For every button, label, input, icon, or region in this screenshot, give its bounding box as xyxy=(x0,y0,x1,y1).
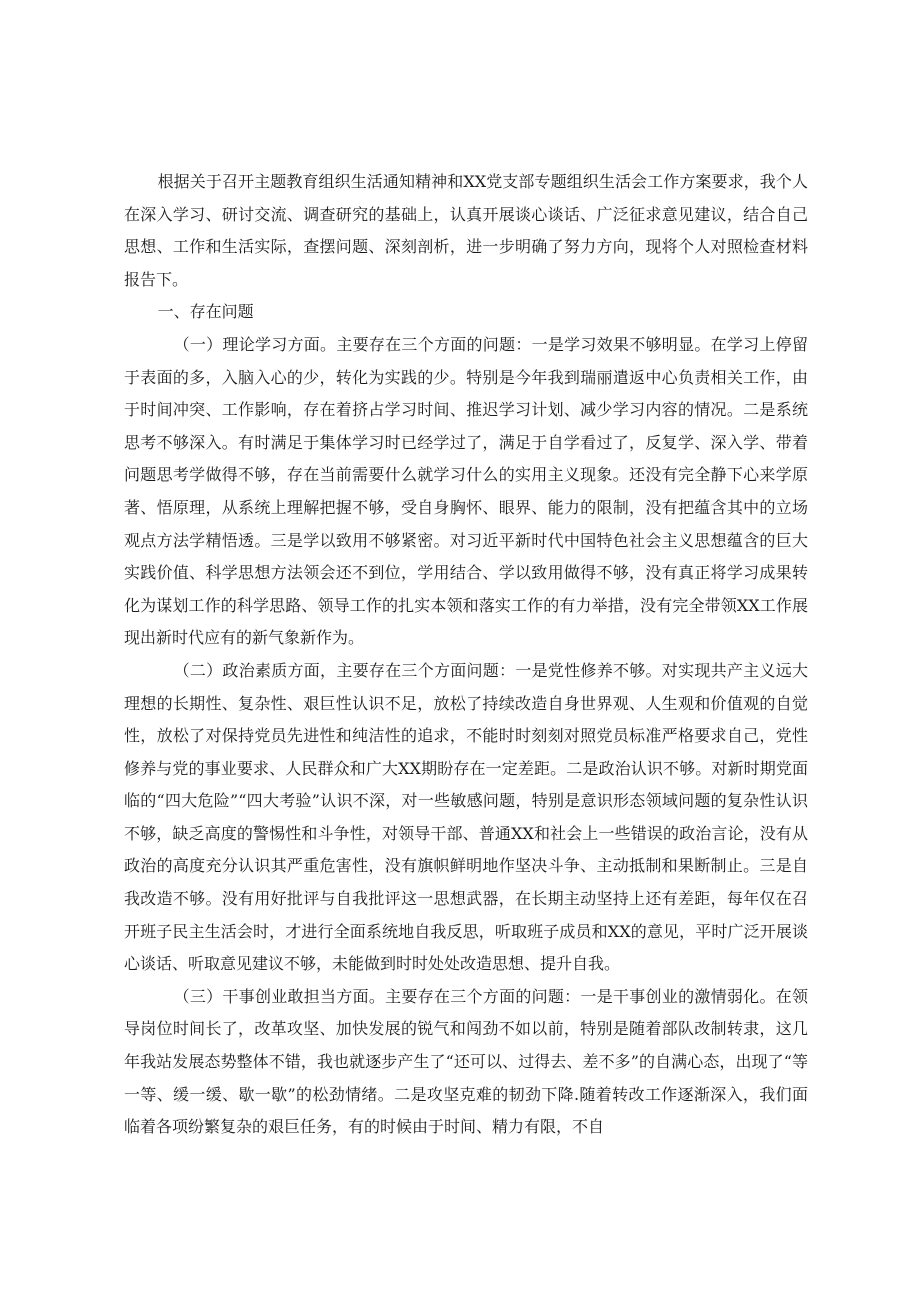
paragraph-theory-study: （一）理论学习方面。主要存在三个方面的问题：一是学习效果不够明显。在学习上停留于表面的多，入脑入心的少，转化为实践的少。特别是今年我到瑞丽遣返中心负责相关工作，由于时间冲突、工作影响，存在着挤占学习时间、推迟学习计划、减少学习内容的情况。二是系统思考不够深入。有时满足于集体学习时已经学过了，满足于自学看过了，反复学、深入学、带着问题思考学做得不够，存在当前需要什么就学习什么的实用主义现象。还没有完全静下心来学原著、悟原理，从系统上理解把握不够，受自身胸怀、眼界、能力的限制，没有把蕴含其中的立场观点方法学精悟透。三是学以致用不够紧密。对习近平新时代中国特色社会主义思想蕴含的巨大实践价值、科学思想方法领会还不到位，学用结合、学以致用做得不够，没有真正将学习成果转化为谋划工作的科学思路、领导工作的扎实本领和落实工作的有力举措，没有完全带领XX工作展现出新时代应有的新气象新作为。 xyxy=(124,334,808,648)
document-body xyxy=(124,166,808,1144)
paragraph-political-quality: （二）政治素质方面，主要存在三个方面问题：一是党性修养不够。对实现共产主义远大理想的长期性、复杂性、艰巨性认识不足，放松了持续改造自身世界观、人生观和价值观的自觉性，放松了对保持党员先进性和纯洁性的追求，不能时时刻刻对照党员标准严格要求自己，党性修养与党的事业要求、人民群众和广大XX期盼存在一定差距。二是政治认识不够。对新时期党面临的“四大危险”“四大考验”认识不深，对一些敏感问题，特别是意识形态领域问题的复杂性认识不够，缺乏高度的警惕性和斗争性，对领导干部、普通XX和社会上一些错误的政治言论，没有从政治的高度充分认识其严重危害性，没有旗帜鲜明地作坚决斗争、主动抵制和果断制止。三是自我改造不够。没有用好批评与自我批评这一思想武器，在长期主动坚持上还有差距，每年仅在召开班子民主生活会时，才进行全面系统地自我反思，听取班子成员和XX的意见，平时广泛开展谈心谈话、听取意见建议不够，未能做到时时处处改造思想、提升自我。 xyxy=(124,660,808,974)
intro-paragraph: 根据关于召开主题教育组织生活通知精神和XX党支部专题组织生活会工作方案要求，我个人在深入学习、研讨交流、调查研究的基础上，认真开展谈心谈话、广泛征求意见建议，结合自己思想、工作和生活实际，查摆问题、深刻剖析，进一步明确了努力方向，现将个人对照检查材料报告下。 xyxy=(124,172,808,289)
paragraph-career-responsibility: （三）干事创业敢担当方面。主要存在三个方面的问题：一是干事创业的激情弱化。在领导岗位时间长了，改革攻坚、加快发展的锐气和闯劲不如以前，特别是随着部队改制转隶，这几年我站发展态势整体不错，我也就逐步产生了“还可以、过得去、差不多”的自满心态，出现了“等一等、缓一缓、歇一歇”的松劲情绪。二是攻坚克难的韧劲下降.随着转改工作逐渐深入，我们面临着各项纷繁复杂的艰巨任务，有的时候由于时间、精力有限，不自 xyxy=(124,986,808,1137)
section-heading-existing-problems: 一、存在问题 xyxy=(157,302,254,322)
